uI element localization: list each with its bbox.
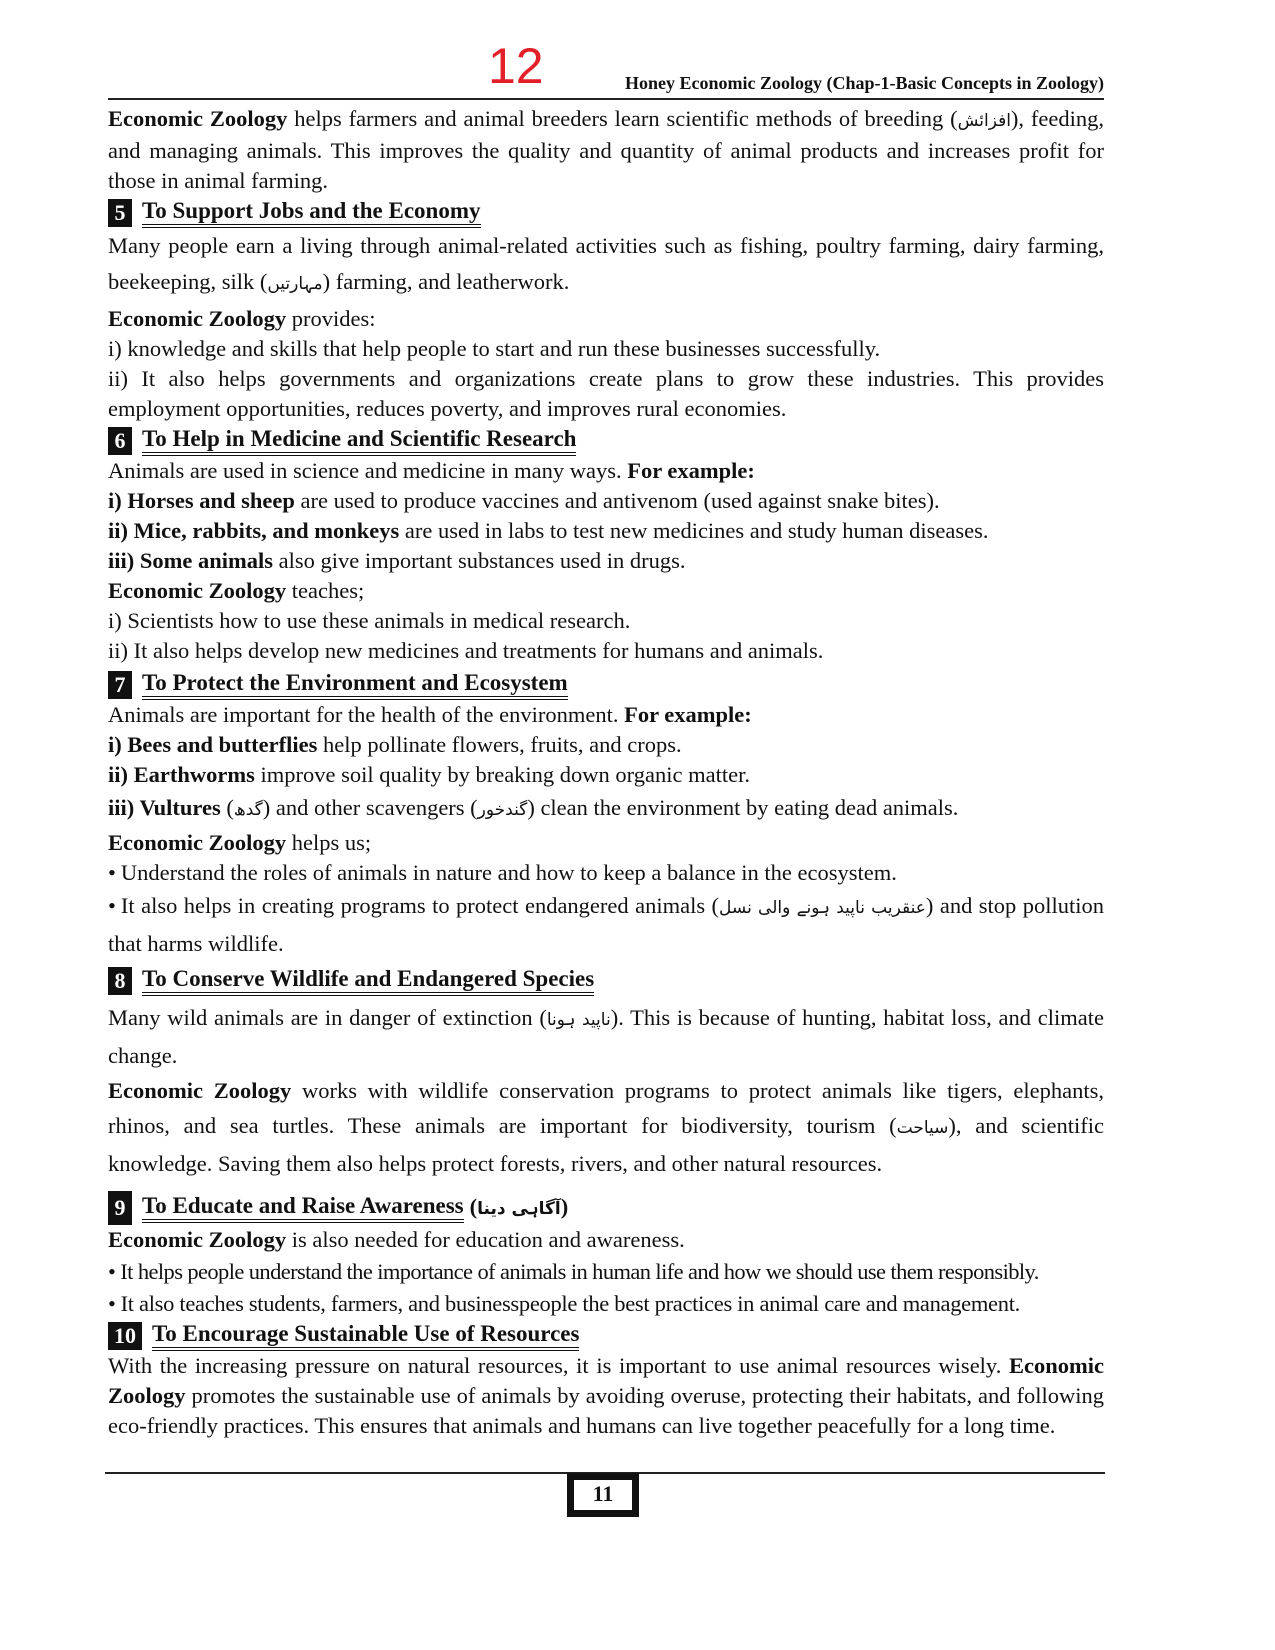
term-economic-zoology: Economic Zoology bbox=[108, 106, 288, 131]
paragraph bbox=[108, 1000, 1104, 1073]
text: help pollinate flowers, fruits, and crops. bbox=[317, 732, 682, 757]
text: are used to produce vaccines and antivenom (used against snake bites). bbox=[294, 488, 940, 513]
section-number-badge: 10 bbox=[108, 1322, 142, 1350]
example-item bbox=[108, 486, 1104, 516]
intro-paragraph bbox=[108, 104, 1104, 196]
running-title: Honey Economic Zoology (Chap-1-Basic Concepts in Zoology) bbox=[624, 73, 1104, 93]
term-economic-zoology: Economic Zoology bbox=[108, 1353, 1104, 1408]
urdu-term: ناپید ہونا bbox=[546, 1010, 611, 1030]
term-economic-zoology: Economic Zoology bbox=[108, 1078, 292, 1103]
example-label: i) Bees and butterflies bbox=[108, 732, 318, 757]
section-number-badge: 7 bbox=[108, 671, 132, 699]
paragraph bbox=[108, 1225, 1104, 1255]
section-heading-8 bbox=[108, 966, 1104, 996]
bullet-marker bbox=[108, 893, 121, 918]
text: Many wild animals are in danger of extinction ( bbox=[108, 1005, 547, 1030]
section-number-badge: 6 bbox=[108, 427, 132, 455]
text: It also helps in creating programs to protect endangered animals ( bbox=[120, 893, 720, 918]
urdu-term: گدھ bbox=[233, 800, 263, 820]
paragraph bbox=[108, 700, 1104, 730]
section-title-urdu bbox=[470, 1192, 569, 1224]
example-label: ii) Earthworms bbox=[108, 762, 255, 787]
text: helps farmers and animal breeders learn scientific methods of breeding ( bbox=[287, 106, 958, 131]
text: Animals are important for the health of the environment. bbox=[108, 702, 625, 727]
paragraph bbox=[108, 576, 1104, 606]
paragraph bbox=[108, 1351, 1104, 1441]
page-content bbox=[108, 104, 1104, 1441]
section-number-badge: 5 bbox=[108, 199, 132, 227]
urdu-term: آگاہی دینا bbox=[477, 1199, 561, 1219]
list-item: i) Scientists how to use these animals in medical research. bbox=[108, 608, 631, 633]
term-economic-zoology: Economic Zoology bbox=[108, 578, 287, 603]
section-title: To Support Jobs and the Economy bbox=[142, 198, 481, 228]
text: Animals are used in science and medicine in many ways. bbox=[108, 458, 628, 483]
bullet-item: • Understand the roles of animals in nature and how to keep a balance in the ecosystem. bbox=[108, 858, 1104, 888]
for-example-label: For example: bbox=[624, 702, 752, 727]
text: promotes the sustainable use of animals by avoiding overuse, protecting their habitats, and following eco-friendly practices. This ensures that animals and humans can live together peacefully for a long time. bbox=[108, 1383, 1104, 1438]
section-title: To Help in Medicine and Scientific Research bbox=[142, 426, 576, 456]
paragraph bbox=[108, 304, 1104, 334]
text: helps us; bbox=[286, 830, 372, 855]
urdu-term: افزائش bbox=[957, 111, 1011, 131]
text: also give important substances used in drugs. bbox=[273, 548, 686, 573]
section-number-badge: 8 bbox=[108, 967, 132, 995]
section-title: To Conserve Wildlife and Endangered Species bbox=[142, 966, 594, 996]
example-label: i) Horses and sheep bbox=[108, 488, 295, 513]
text: ) bbox=[560, 1194, 569, 1219]
example-item bbox=[108, 760, 1104, 790]
bullet-item: • It also teaches students, farmers, and businesspeople the best practices in animal care and management. bbox=[108, 1289, 1104, 1319]
bullet-item bbox=[108, 888, 1104, 962]
example-label: ii) Mice, rabbits, and monkeys bbox=[108, 518, 400, 543]
text: is also needed for education and awareness. bbox=[286, 1227, 685, 1252]
chapter-number: 12 bbox=[488, 38, 544, 94]
text: Many people earn a living through animal-related activities such as fishing, poultry farming, dairy farming, beekeeping, silk ( bbox=[108, 233, 1104, 294]
text: With the increasing pressure on natural resources, it is important to use animal resources wisely. bbox=[108, 1353, 1009, 1378]
text: provides: bbox=[286, 306, 376, 331]
term-economic-zoology: Economic Zoology bbox=[108, 830, 287, 855]
section-title: To Protect the Environment and Ecosystem bbox=[142, 670, 568, 700]
paragraph bbox=[108, 228, 1104, 302]
bullet-item: • It helps people understand the importance of animals in human life and how we should use them responsibly. bbox=[108, 1257, 1104, 1287]
urdu-term: عنقریب ناپید ہونے والی نسل bbox=[719, 898, 926, 918]
text: improve soil quality by breaking down organic matter. bbox=[254, 762, 750, 787]
section-title: To Educate and Raise Awareness bbox=[142, 1193, 464, 1223]
text: ) and other scavengers ( bbox=[262, 795, 478, 820]
section-heading-6 bbox=[108, 426, 1104, 456]
section-number-badge: 9 bbox=[108, 1191, 132, 1225]
example-item bbox=[108, 516, 1104, 546]
section-heading-10 bbox=[108, 1321, 1104, 1351]
for-example-label: For example: bbox=[627, 458, 755, 483]
text: ) farming, and leatherwork. bbox=[322, 269, 570, 294]
example-item bbox=[108, 546, 1104, 576]
text: are used in labs to test new medicines and study human diseases. bbox=[399, 518, 989, 543]
paragraph bbox=[108, 456, 1104, 486]
text: ), feeding, and managing animals. This improves the quality and quantity of animal products and increases profit for those in animal farming. bbox=[108, 106, 1104, 193]
urdu-term: مہارتیں bbox=[267, 274, 323, 294]
urdu-term: گندخور bbox=[477, 800, 528, 820]
list-item: ii) It also helps governments and organizations create plans to grow these industries. This provides employment opportunities, reduces poverty, and improves rural economies. bbox=[108, 366, 1104, 421]
text: ( bbox=[220, 795, 234, 820]
list-item: i) knowledge and skills that help people to start and run these businesses successfully. bbox=[108, 336, 881, 361]
text: ). This is because of hunting, habitat loss, and climate change. bbox=[108, 1005, 1104, 1068]
section-heading-7 bbox=[108, 670, 1104, 700]
example-label: iii) Some animals bbox=[108, 548, 274, 573]
list-item: ii) It also helps develop new medicines and treatments for humans and animals. bbox=[108, 638, 824, 663]
text: ) clean the environment by eating dead animals. bbox=[527, 795, 959, 820]
urdu-term: سیاحت bbox=[896, 1118, 949, 1138]
page-number: 11 bbox=[572, 1478, 634, 1512]
term-economic-zoology: Economic Zoology bbox=[108, 306, 287, 331]
section-heading-5 bbox=[108, 198, 1104, 228]
text: ), and scientific knowledge. Saving them also helps protect forests, rivers, and other natural resources. bbox=[108, 1113, 1104, 1176]
text: ) and stop pollution that harms wildlife. bbox=[108, 893, 1104, 956]
paragraph bbox=[108, 1073, 1104, 1181]
example-label: iii) Vultures bbox=[108, 795, 221, 820]
paragraph bbox=[108, 828, 1104, 858]
page-number-box bbox=[567, 1473, 639, 1517]
example-item bbox=[108, 790, 1104, 828]
section-title: To Encourage Sustainable Use of Resources bbox=[152, 1321, 579, 1351]
text: ( bbox=[469, 1194, 478, 1219]
text: teaches; bbox=[286, 578, 365, 603]
page-header bbox=[108, 38, 1104, 100]
term-economic-zoology: Economic Zoology bbox=[108, 1227, 287, 1252]
example-item bbox=[108, 730, 1104, 760]
section-heading-9 bbox=[108, 1191, 1104, 1225]
text: works with wildlife conservation programs to protect animals like tigers, elephants, rhinos, and sea turtles. These animals are important for biodiversity, tourism ( bbox=[108, 1078, 1105, 1138]
